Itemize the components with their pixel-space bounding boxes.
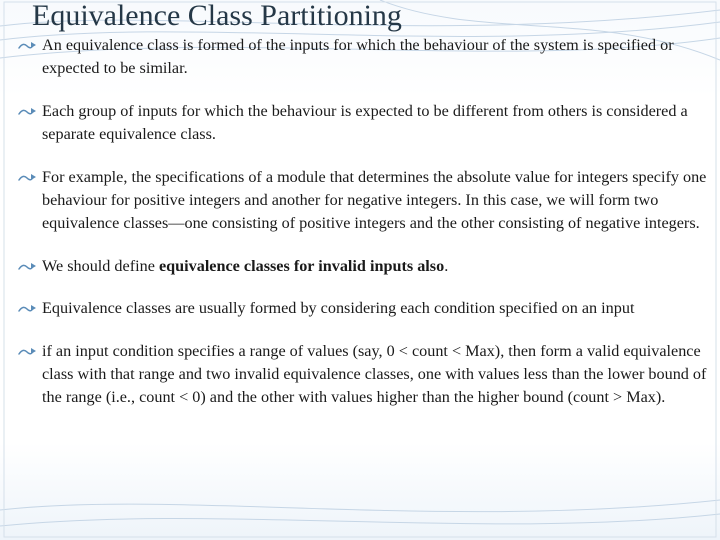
wave-arrow-icon bbox=[18, 172, 38, 184]
bullet-list bbox=[0, 34, 720, 410]
bullet-text: Equivalence classes are usually formed by considering each condition specified on an input bbox=[42, 299, 635, 318]
bullet-text: if an input condition specifies a range of values (say, 0 < count < Max), then form a valid equivalence class with that range and two invalid equivalence classes, one with values less than the lower bound of the range (i.e., count < 0) and the other with values higher than the higher bound (count > Max). bbox=[42, 341, 707, 407]
bullet-text-after: . bbox=[444, 256, 449, 275]
bullet-item bbox=[0, 340, 720, 410]
slide-title: Equivalence Class Partitioning bbox=[32, 0, 402, 32]
wave-arrow-icon bbox=[18, 303, 38, 315]
bullet-item bbox=[0, 166, 720, 236]
wave-arrow-icon bbox=[18, 40, 38, 52]
bullet-item bbox=[0, 255, 720, 278]
bullet-item bbox=[0, 100, 720, 147]
bullet-item bbox=[0, 297, 720, 320]
wave-arrow-icon bbox=[18, 261, 38, 273]
bullet-text: An equivalence class is formed of the inputs for which the behaviour of the system is specified or expected to be similar. bbox=[42, 36, 674, 78]
bullet-text: Each group of inputs for which the behaviour is expected to be different from others is considered a separate equivalence class. bbox=[42, 101, 688, 144]
bullet-item bbox=[0, 34, 720, 81]
wave-arrow-icon bbox=[18, 106, 38, 118]
wave-arrow-icon bbox=[18, 346, 38, 358]
bullet-text: For example, the specifications of a module that determines the absolute value for integers specify one behaviour for positive integers and another for negative integers. In this case, we will form two equivalence classes—one consisting of positive integers and the other consisting of negative integers. bbox=[42, 167, 707, 233]
bullet-text-before: We should define bbox=[42, 256, 159, 275]
bullet-text-bold: equivalence classes for invalid inputs also bbox=[158, 256, 445, 275]
